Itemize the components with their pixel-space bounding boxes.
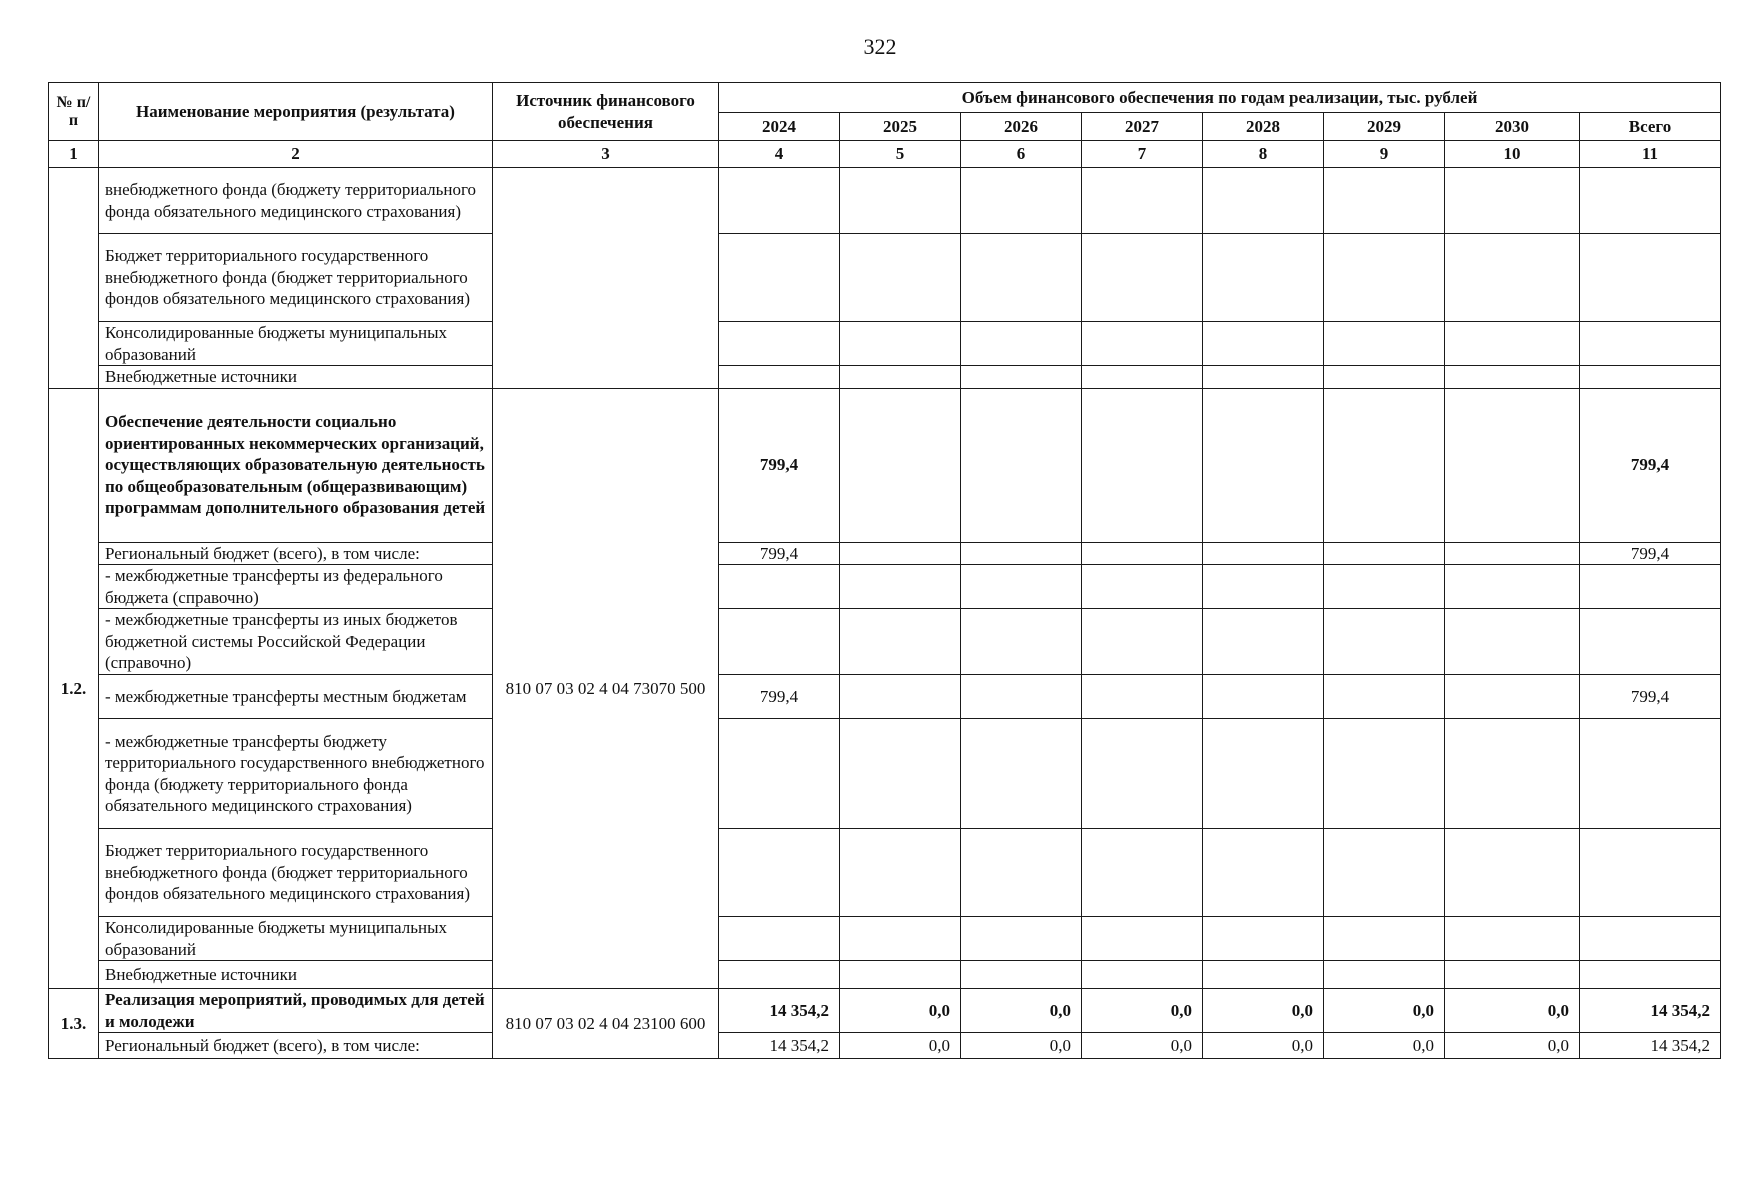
value-2027: 0,0 [1082,989,1203,1033]
header-total: Всего [1580,113,1721,141]
row-name: - межбюджетные трансферты бюджету территориального государственного внебюджетного фонда (бюджету территориального фонда обязательного медицинского страхования) [99,719,493,829]
row-name: Региональный бюджет (всего), в том числе: [99,1033,493,1059]
value-2024: 14 354,2 [719,989,840,1033]
header-year-2027: 2027 [1082,113,1203,141]
table-row-title [49,388,1721,542]
col-number: 10 [1445,141,1580,168]
row-name: Обеспечение деятельности социально ориентированных некоммерческих организаций, осуществляющих образовательную деятельность по общеобразовательным (общеразвивающим) программам дополнительного образования детей [99,388,493,542]
table-row [49,961,1721,989]
value-total: 14 354,2 [1580,1033,1721,1059]
column-numbers-row [49,141,1721,168]
header-year-2025: 2025 [840,113,961,141]
value-total: 799,4 [1580,388,1721,542]
col-number: 5 [840,141,961,168]
table-row [49,322,1721,366]
row-name: внебюджетного фонда (бюджету территориального фонда обязательного медицинского страхования) [99,168,493,234]
value-2030: 0,0 [1445,1033,1580,1059]
value-2029: 0,0 [1324,1033,1445,1059]
row-name: Бюджет территориального государственного внебюджетного фонда (бюджет территориального фондов обязательного медицинского страхования) [99,234,493,322]
value-total: 799,4 [1580,675,1721,719]
table-row [49,366,1721,389]
page-number: 322 [863,34,897,59]
row-name: Бюджет территориального государственного внебюджетного фонда (бюджет территориального фондов обязательного медицинского страхования) [99,829,493,917]
row-name: - межбюджетные трансферты из иных бюджетов бюджетной системы Российской Федерации (справочно) [99,609,493,675]
row-name: Внебюджетные источники [99,961,493,989]
value-total: 14 354,2 [1580,989,1721,1033]
value-2025: 0,0 [840,1033,961,1059]
col-number: 11 [1580,141,1721,168]
col-number: 6 [961,141,1082,168]
row-name: Консолидированные бюджеты муниципальных образований [99,322,493,366]
header-volume: Объем финансового обеспечения по годам реализации, тыс. рублей [719,83,1721,113]
table-row [49,719,1721,829]
header-year-2030: 2030 [1445,113,1580,141]
row-name: Внебюджетные источники [99,366,493,389]
table-row [49,1033,1721,1059]
header-year-2026: 2026 [961,113,1082,141]
table-row-title [49,989,1721,1033]
col-number: 1 [49,141,99,168]
row-name: Реализация мероприятий, проводимых для детей и молодежи [99,989,493,1033]
table-row [49,234,1721,322]
value-2026: 0,0 [961,1033,1082,1059]
row-name: Консолидированные бюджеты муниципальных образований [99,917,493,961]
value-2024: 799,4 [719,675,840,719]
row-name: - межбюджетные трансферты местным бюджетам [99,675,493,719]
table-row [49,609,1721,675]
row-name: Региональный бюджет (всего), в том числе: [99,542,493,565]
section-number: 1.3. [49,989,99,1059]
row-source-cell [493,168,719,389]
header-num: № п/п [49,83,99,141]
value-2028: 0,0 [1203,989,1324,1033]
value-total: 799,4 [1580,542,1721,565]
table-row [49,675,1721,719]
value-2026: 0,0 [961,989,1082,1033]
table-row [49,168,1721,234]
value-2029: 0,0 [1324,989,1445,1033]
table-row [49,542,1721,565]
col-number: 2 [99,141,493,168]
budget-code: 810 07 03 02 4 04 73070 500 [493,388,719,989]
col-number: 8 [1203,141,1324,168]
col-number: 9 [1324,141,1445,168]
budget-code: 810 07 03 02 4 04 23100 600 [493,989,719,1059]
value-2024: 799,4 [719,542,840,565]
table-row [49,565,1721,609]
value-2024: 14 354,2 [719,1033,840,1059]
col-number: 4 [719,141,840,168]
value-2024: 799,4 [719,388,840,542]
header-year-2024: 2024 [719,113,840,141]
row-name: - межбюджетные трансферты из федерального бюджета (справочно) [99,565,493,609]
table-row [49,829,1721,917]
financing-table [48,82,1721,1059]
header-year-2029: 2029 [1324,113,1445,141]
value-2030: 0,0 [1445,989,1580,1033]
value-2027: 0,0 [1082,1033,1203,1059]
header-source: Источник финансового обеспечения [493,83,719,141]
value-2025: 0,0 [840,989,961,1033]
table-row [49,917,1721,961]
header-name: Наименование мероприятия (результата) [99,83,493,141]
col-number: 3 [493,141,719,168]
header-year-2028: 2028 [1203,113,1324,141]
col-number: 7 [1082,141,1203,168]
row-num-cell [49,168,99,389]
value-2028: 0,0 [1203,1033,1324,1059]
section-number: 1.2. [49,388,99,989]
